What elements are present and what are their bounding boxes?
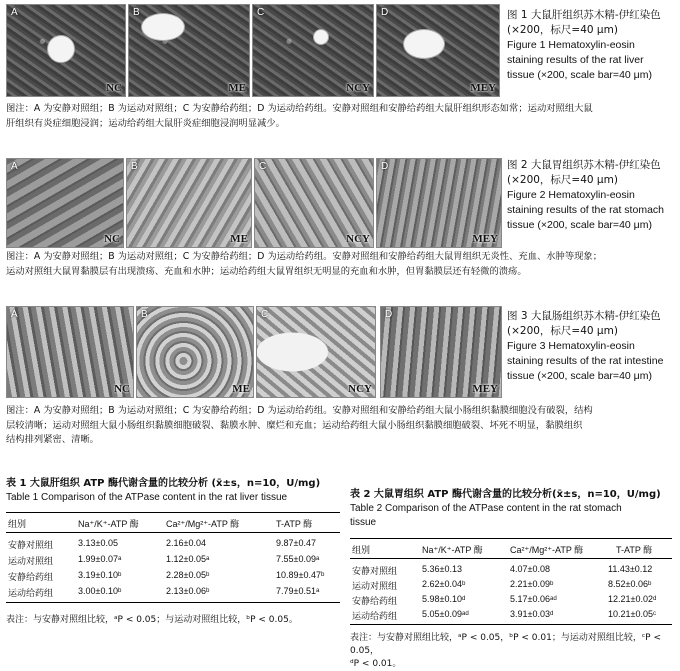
- fig1-note: [6, 102, 678, 131]
- na-k-value: 5.05±0.09ᵃᵈ: [422, 609, 469, 619]
- panel-letter: D: [381, 161, 389, 172]
- panel-group-tag: NC: [104, 233, 120, 245]
- caption-en: Figure 1 Hematoxylin-eosin: [507, 39, 635, 51]
- table1-footnote: 表注：与安静对照组比较，ᵃP < 0.05；与运动对照组比较，ᵇP < 0.05。: [6, 615, 298, 625]
- table-title-en: Table 1 Comparison of the ATPase content in the rat liver tissue: [6, 492, 288, 503]
- note-line: 运动对照组大鼠胃黏膜层有出现溃疡、充血和水肿；运动给药组大鼠胃组织无明显的充血和水肿，但胃黏膜层还有轻微的溃疡。: [6, 265, 527, 277]
- fig1-panel-c: [252, 4, 374, 97]
- fig3-panel-a: [6, 306, 134, 398]
- caption-en: staining results of the rat liver: [507, 54, 644, 66]
- fig2-caption: [507, 158, 677, 233]
- fig3-caption: [507, 309, 677, 384]
- panel-group-tag: MEY: [472, 383, 498, 395]
- na-k-value: 3.00±0.10ᵇ: [78, 586, 122, 596]
- ca-mg-value: 2.13±0.06ᵇ: [166, 586, 210, 596]
- t-atp-value: 10.89±0.47ᵇ: [276, 570, 325, 580]
- note-line: 图注：A 为安静对照组；B 为运动对照组；C 为安静给药组；D 为运动给药组。安静对照组和安静给药组大鼠肝组织形态如常；运动对照组大鼠: [6, 103, 593, 114]
- note-line: 图注：A 为安静对照组；B 为运动对照组；C 为安静给药组；D 为运动给药组。安静对照组和安静给药组大鼠胃组织无炎性、充血、水肿等现象；: [6, 251, 603, 262]
- ca-mg-value: 1.12±0.05ᵃ: [166, 554, 210, 564]
- panel-letter: A: [11, 309, 18, 320]
- panel-group-tag: NCY: [348, 383, 372, 395]
- note-line: 肝组织有炎症细胞浸润；运动给药组大鼠肝炎症细胞浸润明显减少。: [6, 117, 285, 129]
- fig1-panel-a: [6, 4, 126, 97]
- group-label: 运动对照组: [8, 556, 54, 566]
- group-label: 运动给药组: [352, 611, 398, 621]
- caption-cn: (×200，标尺=40 μm): [507, 24, 618, 36]
- note-line: 层较清晰；运动对照组大鼠小肠组织黏膜细胞破裂、黏膜水肿、糜烂和充血；运动给药组大鼠小肠组织黏膜细胞破裂、坏死不明显，黏膜组织: [6, 419, 583, 431]
- table2-footnote: [350, 632, 678, 671]
- panel-letter: C: [261, 309, 269, 320]
- caption-en: tissue (×200, scale bar=40 μm): [507, 370, 652, 382]
- footnote-line: 表注：与安静对照组比较，ᵃP < 0.05，ᵇP < 0.01；与运动对照组比较，ᶜP < 0.05，: [350, 633, 661, 656]
- caption-cn: 图 1 大鼠肝组织苏木精-伊红染色: [507, 9, 661, 21]
- header-cell: T-ATP 酶: [616, 545, 653, 555]
- header-rule: [6, 532, 340, 533]
- header-cell: T-ATP 酶: [276, 519, 313, 529]
- central-vein: [313, 29, 329, 45]
- na-k-value: 3.13±0.05: [78, 538, 118, 548]
- header-cell: Ca²⁺/Mg²⁺-ATP 酶: [166, 519, 240, 529]
- fig3-panel-c: [256, 306, 376, 398]
- panel-group-tag: ME: [230, 233, 248, 245]
- panel-letter: C: [257, 7, 265, 18]
- ca-mg-value: 3.91±0.03ᵈ: [510, 609, 554, 619]
- fig1-panel-b: [128, 4, 250, 97]
- table-title-cn: 表 1 大鼠肝组织 ATP 酶代谢含量的比较分析 (x̄±s，n=10，U/mg): [6, 478, 321, 489]
- na-k-value: 2.62±0.04ᵇ: [422, 579, 466, 589]
- panel-letter: A: [11, 161, 18, 172]
- top-rule: [6, 512, 340, 513]
- top-rule: [350, 538, 672, 539]
- caption-en: staining results of the rat stomach: [507, 204, 664, 216]
- group-label: 安静对照组: [8, 540, 54, 550]
- header-cell: 组别: [352, 545, 371, 555]
- panel-group-tag: NCY: [346, 82, 370, 94]
- footnote-line: ᵈP < 0.01。: [350, 659, 402, 669]
- panel-group-tag: MEY: [472, 233, 498, 245]
- fig1-panel-d: [376, 4, 500, 97]
- caption-cn: (×200，标尺=40 μm): [507, 325, 618, 337]
- panel-group-tag: MEY: [470, 82, 496, 94]
- header-cell: Ca²⁺/Mg²⁺-ATP 酶: [510, 545, 584, 555]
- central-vein: [403, 29, 445, 59]
- ca-mg-value: 2.16±0.04: [166, 538, 206, 548]
- ca-mg-value: 5.17±0.06ᵃᵈ: [510, 594, 557, 604]
- t-atp-value: 10.21±0.05ᶜ: [608, 609, 657, 619]
- na-k-value: 5.36±0.13: [422, 564, 462, 574]
- t-atp-value: 8.52±0.06ᵇ: [608, 579, 652, 589]
- t-atp-value: 11.43±0.12: [608, 564, 653, 574]
- note-line: 图注：A 为安静对照组；B 为运动对照组；C 为安静给药组；D 为运动给药组。安静对照组和安静给药组大鼠小肠组织黏膜细胞没有破裂，结构: [6, 405, 593, 416]
- group-label: 运动对照组: [352, 581, 398, 591]
- panel-group-tag: ME: [228, 82, 246, 94]
- caption-en: tissue (×200, scale bar=40 μm): [507, 219, 652, 231]
- table1-title: [6, 477, 346, 505]
- fig3-panel-b: [136, 306, 254, 398]
- fig2-panel-d: [376, 158, 502, 248]
- panel-letter: D: [381, 7, 389, 18]
- group-label: 安静给药组: [352, 596, 398, 606]
- group-label: 运动给药组: [8, 588, 54, 598]
- t-atp-value: 7.55±0.09ᵃ: [276, 554, 320, 564]
- panel-letter: A: [11, 7, 18, 18]
- ca-mg-value: 2.21±0.09ᵇ: [510, 579, 554, 589]
- bottom-rule: [6, 602, 340, 603]
- panel-letter: B: [131, 161, 138, 172]
- panel-letter: B: [133, 7, 140, 18]
- header-cell: Na⁺/K⁺-ATP 酶: [78, 519, 139, 529]
- group-label: 安静给药组: [8, 572, 54, 582]
- header-cell: Na⁺/K⁺-ATP 酶: [422, 545, 483, 555]
- header-rule: [350, 558, 672, 559]
- central-vein: [47, 35, 75, 63]
- caption-en: Figure 3 Hematoxylin-eosin: [507, 340, 635, 352]
- caption-cn: 图 3 大鼠肠组织苏木精-伊红染色: [507, 310, 661, 322]
- na-k-value: 3.19±0.10ᵇ: [78, 570, 122, 580]
- ca-mg-value: 2.28±0.05ᵇ: [166, 570, 210, 580]
- t-atp-value: 9.87±0.47: [276, 538, 316, 548]
- fig2-panel-b: [126, 158, 252, 248]
- panel-letter: C: [259, 161, 267, 172]
- fig2-note: [6, 250, 678, 279]
- table-title-en: Table 2 Comparison of the ATPase content in the rat stomach: [350, 503, 622, 514]
- t-atp-value: 7.79±0.51ᵃ: [276, 586, 320, 596]
- table1: [6, 512, 340, 612]
- t-atp-value: 12.21±0.02ᵈ: [608, 594, 657, 604]
- fig2-panel-c: [254, 158, 374, 248]
- caption-en: Figure 2 Hematoxylin-eosin: [507, 189, 635, 201]
- na-k-value: 1.99±0.07ᵃ: [78, 554, 122, 564]
- central-vein: [141, 13, 185, 41]
- fig1-caption: [507, 8, 677, 83]
- fig3-note: [6, 404, 678, 448]
- caption-en: staining results of the rat intestine: [507, 355, 664, 367]
- panel-letter: D: [385, 309, 393, 320]
- table2: [350, 538, 672, 628]
- table-title-cn: 表 2 大鼠胃组织 ATP 酶代谢含量的比较分析(x̄±s，n=10，U/mg): [350, 489, 661, 500]
- panel-letter: B: [141, 309, 148, 320]
- panel-group-tag: NC: [106, 82, 122, 94]
- note-line: 结构排列紧密、清晰。: [6, 434, 99, 445]
- table-title-en: tissue: [350, 517, 377, 528]
- caption-en: tissue (×200, scale bar=40 μm): [507, 69, 652, 81]
- fig2-panel-a: [6, 158, 124, 248]
- caption-cn: 图 2 大鼠胃组织苏木精-伊红染色: [507, 159, 661, 171]
- panel-group-tag: NC: [114, 383, 130, 395]
- na-k-value: 5.98±0.10ᵈ: [422, 594, 466, 604]
- fig3-panel-d: [380, 306, 502, 398]
- group-label: 安静对照组: [352, 566, 398, 576]
- caption-cn: (×200，标尺=40 μm): [507, 174, 618, 186]
- bottom-rule: [350, 624, 672, 625]
- panel-group-tag: ME: [232, 383, 250, 395]
- ca-mg-value: 4.07±0.08: [510, 564, 550, 574]
- panel-group-tag: NCY: [346, 233, 370, 245]
- table2-title: [350, 488, 678, 530]
- header-cell: 组别: [8, 519, 27, 529]
